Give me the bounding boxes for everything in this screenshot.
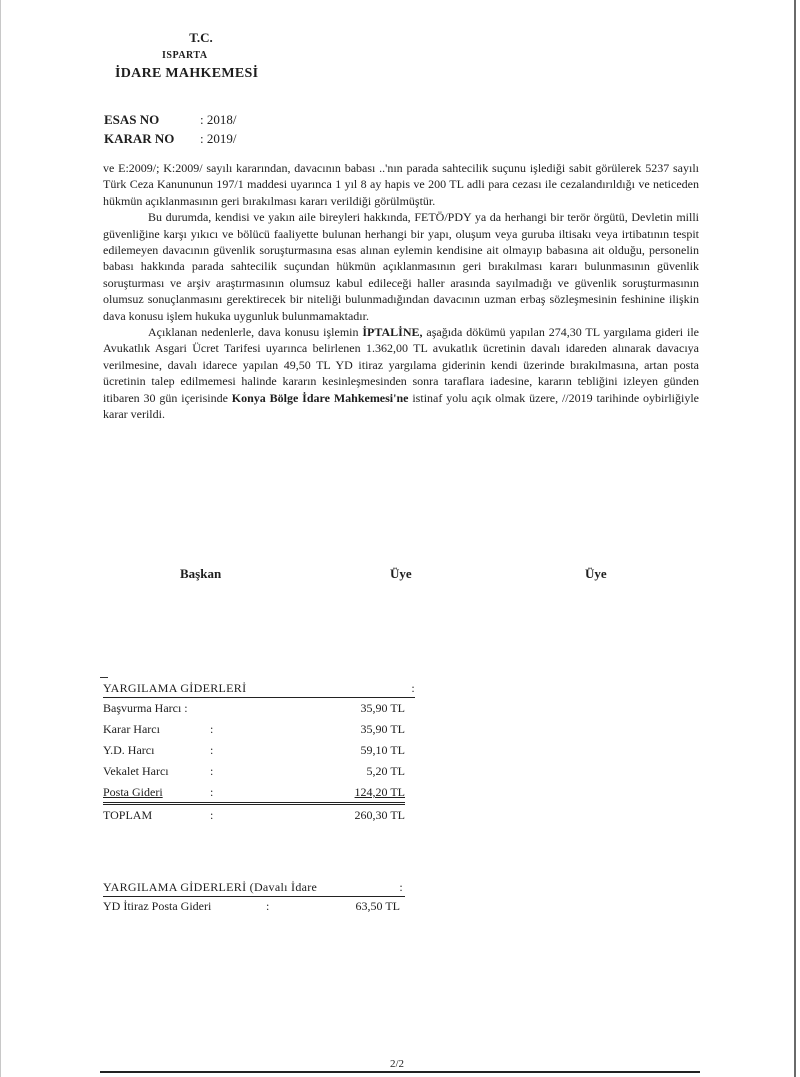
- costs-title-text: YARGILAMA GİDERLERİ: [103, 681, 247, 695]
- page-right-edge: [794, 0, 796, 1077]
- defendant-cost-label: YD İtiraz Posta Gideri: [103, 899, 212, 913]
- esas-no-row: [104, 112, 236, 128]
- header-tc: T.C.: [189, 30, 213, 45]
- cost-label: Vekalet Harcı: [103, 764, 169, 778]
- defendant-costs-title-text: YARGILAMA GİDERLERİ (Davalı İdare: [103, 880, 318, 894]
- karar-no-label: KARAR NO: [104, 131, 175, 146]
- esas-no-value: : 2018/: [200, 112, 237, 127]
- cost-row: [103, 719, 415, 740]
- cost-label: Başvurma Harcı :: [103, 701, 188, 715]
- cost-label: Posta Gideri: [103, 785, 163, 799]
- cost-row: [103, 782, 415, 803]
- signature-uye-1: Üye: [390, 566, 412, 581]
- signature-uye-2: Üye: [585, 566, 607, 581]
- cost-amount: 35,90 TL: [360, 701, 405, 715]
- karar-no-row: [104, 131, 236, 147]
- defendant-cost-separator: :: [266, 899, 270, 913]
- page-number: 2/2: [390, 1058, 405, 1070]
- cost-row: [103, 698, 415, 719]
- paragraph-3-part-c: istinaf yolu açık olmak üzere, //2019 tarihinde oybirliğiyle karar verildi.: [103, 390, 700, 422]
- defendant-costs-title: [103, 880, 405, 897]
- header-city: ISPARTA: [162, 50, 208, 61]
- total-label: TOPLAM: [103, 808, 153, 822]
- cost-amount: 124,20 TL: [354, 785, 405, 799]
- defendant-costs-title-colon: :: [399, 880, 403, 894]
- defendant-cost-row: [103, 897, 405, 915]
- costs-table: [103, 677, 415, 822]
- cost-amount: 59,10 TL: [360, 743, 405, 757]
- costs-title: [103, 677, 415, 698]
- cost-total-row: [103, 805, 415, 825]
- cost-separator: :: [210, 785, 214, 799]
- cost-separator: :: [210, 743, 214, 757]
- iptaline-bold: İPTALİNE,: [362, 325, 423, 340]
- cost-amount: 35,90 TL: [360, 722, 405, 736]
- header-court-name: İDARE MAHKEMESİ: [115, 66, 259, 81]
- footer-rule: [100, 1071, 700, 1073]
- esas-no-label: ESAS NO: [104, 112, 160, 127]
- page-left-edge: [0, 0, 1, 1077]
- costs-title-colon: :: [411, 681, 415, 695]
- cost-separator: :: [210, 722, 214, 736]
- cost-row: [103, 761, 415, 782]
- cost-amount: 5,20 TL: [366, 764, 405, 778]
- total-rule-top: [103, 802, 405, 803]
- cost-separator: :: [210, 764, 214, 778]
- paragraph-3: [103, 324, 699, 422]
- decision-body: [103, 160, 699, 423]
- cost-label: Karar Harcı: [103, 722, 160, 736]
- total-separator: :: [210, 808, 214, 822]
- paragraph-3-part-b: aşağıda dökümü yapılan 274,30 TL yargılama gideri ile Avukatlık Asgari Ücret Tarifesi uyarınca belirlenen 1.362,00 TL avukatlık ücretinin davalı idareden alınarak davacıya verilmesine, davalı idarece yapılan 49,50 TL YD itiraz yargılama giderinin kendi üzerinde bırakılmasına, artan posta ücretinin talep edilmemesi halinde kararın kesinleşmesinden sonra taraflara iadesine, kararın tebliğini izleyen günden itibaren 30 gün içerisinde: [103, 325, 700, 405]
- defendant-cost-amount: 63,50 TL: [355, 899, 400, 913]
- paragraph-3-part-a: Açıklanan nedenlerle, dava konusu işlemin: [148, 325, 363, 340]
- total-amount: 260,30 TL: [354, 808, 405, 822]
- court-of-appeal-bold: Konya Bölge İdare Mahkemesi'ne: [231, 390, 409, 405]
- cost-label: Y.D. Harcı: [103, 743, 155, 757]
- signature-baskan: Başkan: [180, 566, 222, 581]
- cost-row: [103, 740, 415, 761]
- karar-no-value: : 2019/: [200, 131, 237, 146]
- paragraph-2: Bu durumda, kendisi ve yakın aile bireyleri hakkında, FETÖ/PDY ya da herhangi bir terör örgütü, Devletin milli güvenliğine karşı yıkıcı ve bölücü faaliyette bulunan herhangi bir yapı, oluşum veya guruba iltisakı veya irtibatının tespit edilemeyen davacının güvenlik soruşturmasına esas alınan eylemin kendisine ait olmayıp babasına ait olduğu, personelin babası hakkında parada sahtecilik suçundan hükmün açıklanmasının geri bırakılması kararı bulunmasının güvenlik soruşturması ve arşiv araştırmasının olumsuz kabul edileceği haller arasında sayılmadığı ve güvenlik soruşturmasının olumsuz sonuçlanmasını gerektirecek bir niteliği bulunmadığından davacının uzman erbaş sözleşmesinin feshinine ilişkin dava konusu işlem hukuka uygunluk bulunmamaktadır.: [103, 210, 699, 323]
- paragraph-1: ve E:2009/; K:2009/ sayılı kararından, davacının babası ..'nın parada sahtecilik suçunu işlediği sabit görülerek 5237 sayılı Türk Ceza Kanununun 197/1 maddesi uyarınca 1 yıl 8 ay hapis ve 200 TL adli para cezası ile cezalandırıldığı ve neticeden hükmün açıklanmasının geri bırakılması kararı verildiği görülmüştür.: [103, 161, 699, 208]
- defendant-costs-table: [103, 880, 405, 915]
